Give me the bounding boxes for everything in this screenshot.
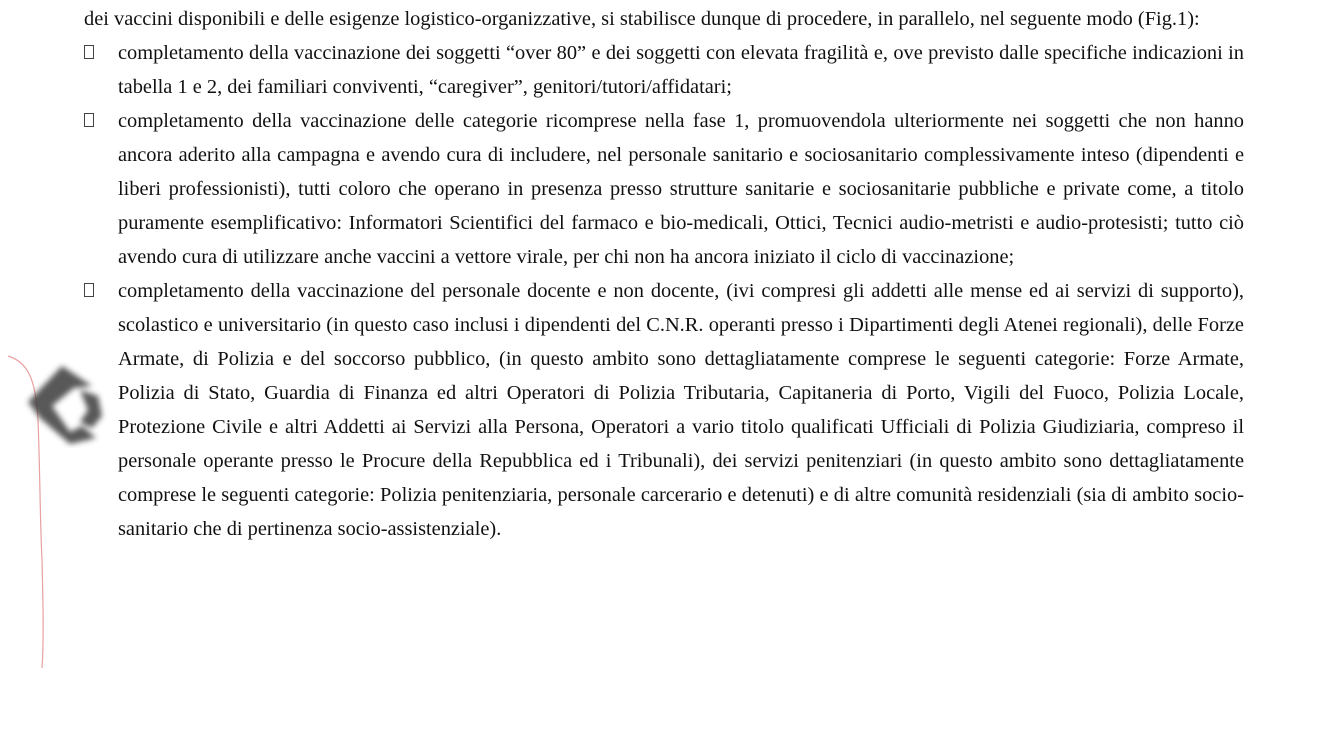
checkbox-bullet-icon [84,283,94,297]
bullet-text: completamento della vaccinazione delle categorie ricomprese nella fase 1, promuovendola ulteriormente nei soggetti che non hanno ancora aderito alla campagna e avendo cura di includere, nel personale sanitario e sociosanitario complessivamente inteso (dipendenti e liberi professionisti), tutti coloro che operano in presenza presso strutture sanitarie e sociosanitarie pubbliche e private come, a titolo puramente esemplificativo: Informatori Scientifici del farmaco e bio-medicali, Ottici, Tecnici audio-metristi e audio-protesisti; tutto ciò avendo cura di utilizzare anche vaccini a vettore virale, per chi non ha ancora iniziato il ciclo di vaccinazione; [118,110,1244,268]
intro-paragraph: dei vaccini disponibili e delle esigenze logistico-organizzative, si stabilisce dunque di procedere, in parallelo, nel seguente modo (Fig.1): [84,8,1200,30]
bullet-item-fase1 [84,104,1244,274]
document-page [84,2,1244,546]
bullet-text: completamento della vaccinazione dei soggetti “over 80” e dei soggetti con elevata fragilità e, ove previsto dalle specifiche indicazioni in tabella 1 e 2, dei familiari conviventi, “caregiver”, genitori/tutori/affidatari; [118,42,1244,98]
checkbox-bullet-icon [84,45,94,59]
bullet-item-personale-docente [84,274,1244,546]
checkbox-bullet-icon [84,113,94,127]
bullet-text: completamento della vaccinazione del personale docente e non docente, (ivi compresi gli addetti alle mense ed ai servizi di supporto), scolastico e universitario (in questo caso inclusi i dipendenti del C.N.R. operanti presso i Dipartimenti degli Atenei regionali), delle Forze Armate, di Polizia e del soccorso pubblico, (in questo ambito sono dettagliatamente comprese le seguenti categorie: Forze Armate, Polizia di Stato, Guardia di Finanza ed altri Operatori di Polizia Tributaria, Capitaneria di Porto, Vigili del Fuoco, Polizia Locale, Protezione Civile e altri Addetti ai Servizi alla Persona, Operatori a vario titolo qualificati Ufficiali di Polizia Giudiziaria, compreso il personale operante presso le Procure della Repubblica ed i Tribunali), dei servizi penitenziari (in questo ambito sono dettagliatamente comprese le seguenti categorie: Polizia penitenziaria, personale carcerario e detenuti) e di altre comunità residenziali (sia di ambito socio-sanitario che di pertinenza socio-assistenziale). [118,280,1244,540]
bullet-item-over80 [84,36,1244,104]
margin-annotation-line [0,0,60,750]
bullet-list [84,36,1244,546]
